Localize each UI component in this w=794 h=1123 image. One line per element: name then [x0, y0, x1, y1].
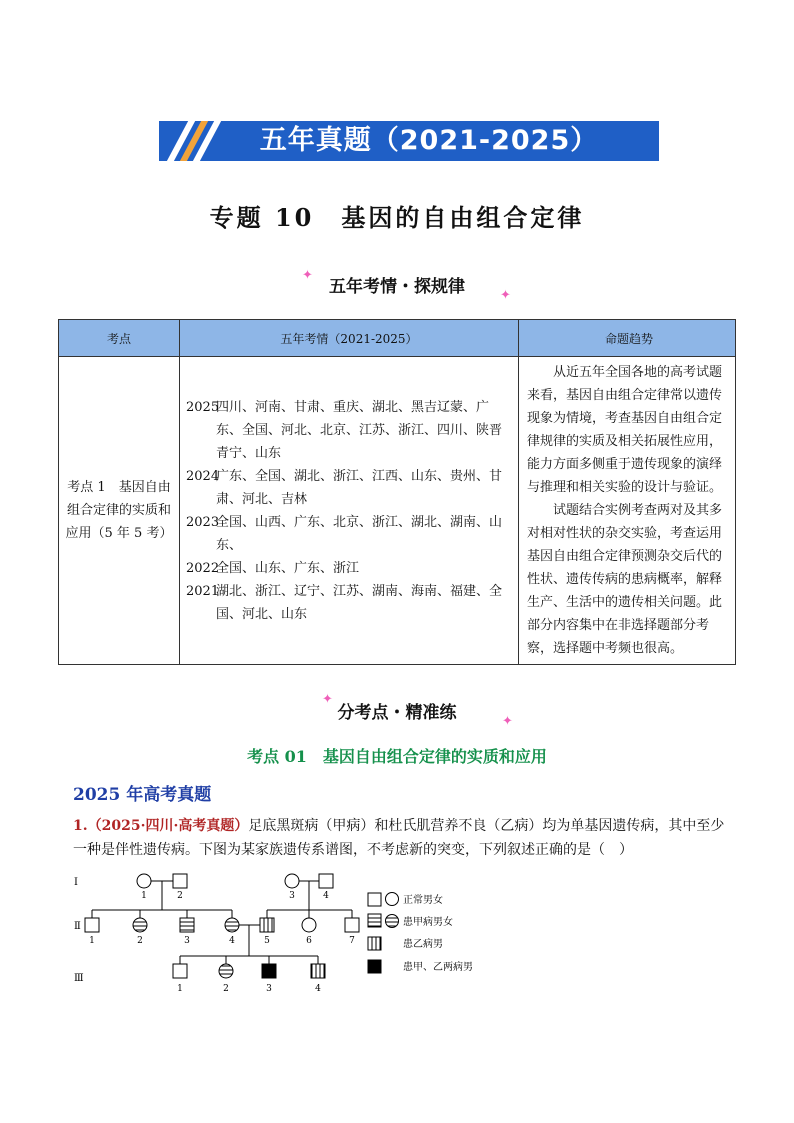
individual-number: 3	[289, 891, 295, 901]
year-entry: 2021 湖北、浙江、辽宁、江苏、湖南、海南、福建、全国、河北、山东	[186, 583, 503, 622]
individual-number: 7	[349, 936, 355, 946]
kaodian-title: 考点 01 基因自由组合定律的实质和应用	[247, 747, 547, 766]
individual-number: 6	[306, 936, 312, 946]
topic-title: 专题 10 基因的自由组合定律	[209, 203, 585, 232]
individual-number: 4	[323, 891, 329, 901]
generation-label: Ⅰ	[74, 877, 78, 888]
trend-cell	[519, 357, 736, 665]
section-heading-exam-trends: 五年考情・探规律	[0, 272, 794, 297]
legend-female-normal	[386, 893, 399, 906]
male-normal	[345, 918, 359, 932]
individual-number: 4	[229, 936, 235, 946]
male-normal	[85, 918, 99, 932]
individual-number: 3	[266, 984, 272, 994]
year-title: 2025 年高考真题	[73, 785, 212, 805]
table-header-row	[59, 320, 736, 357]
male-affected-a	[180, 918, 194, 932]
female-affected-a	[219, 964, 233, 978]
male-affected-b	[311, 964, 325, 978]
male-affected-ab	[262, 964, 276, 978]
female-affected-a	[225, 918, 239, 932]
column-header: 命题趋势	[519, 320, 736, 357]
male-normal	[173, 964, 187, 978]
trend-paragraph: 从近五年全国各地的高考试题来看，基因自由组合定律常以遗传现象为情境，考查基因自由组合定律规律的实质及相关拓展性应用，能力方面多侧重于遗传现象的演绎与推理和相关实验的设计与验证。	[527, 365, 723, 495]
male-normal	[173, 874, 187, 888]
kaodian-cell: 考点 1 基因自由组合定律的实质和应用（5 年 5 考）	[59, 357, 180, 665]
legend-label: 患甲病男女	[403, 917, 453, 928]
male-normal	[319, 874, 333, 888]
year-entry: 2025 四川、河南、甘肃、重庆、湖北、黑吉辽蒙、广东、全国、河北、北京、江苏、浙江、四川、陕晋青宁、山东	[186, 399, 503, 461]
female-normal	[137, 874, 151, 888]
sparkle-icon: ✦	[322, 692, 333, 707]
question-source: （2025·四川·高考真题）	[87, 818, 249, 834]
generation-label: Ⅲ	[74, 973, 84, 984]
individual-number: 2	[223, 984, 229, 994]
individual-number: 1	[89, 936, 95, 946]
legend-male-normal	[368, 893, 381, 906]
year-entry: 2024 广东、全国、湖北、浙江、江西、山东、贵州、甘肃、河北、吉林	[186, 468, 503, 507]
legend-label: 正常男女	[403, 895, 443, 906]
female-normal	[302, 918, 316, 932]
individual-number: 1	[177, 984, 183, 994]
legend-label: 患甲、乙两病男	[403, 962, 473, 973]
question-number: 1.	[73, 818, 88, 834]
year-entry: 2022 全国、山东、广东、浙江	[186, 560, 360, 576]
individual-number: 4	[315, 984, 321, 994]
female-affected-a	[133, 918, 147, 932]
column-header: 考点	[59, 320, 180, 357]
year-entry: 2023 全国、山西、广东、北京、浙江、湖北、湖南、山东、	[186, 514, 503, 553]
pedigree-chart	[70, 868, 530, 998]
section-heading-practice: 分考点・精准练	[0, 698, 794, 723]
individual-number: 2	[137, 936, 143, 946]
legend-male-b	[368, 937, 381, 950]
legend-female-a	[386, 915, 399, 928]
question-text: 足底黑斑病（甲病）和杜氏肌营养不良（乙病）均为单基因遗传病，其中至少一种是伴性遗传病。下图为某家族遗传系谱图，不考虑新的突变，下列叙述正确的是（ ）	[73, 818, 725, 858]
years-cell	[180, 357, 519, 665]
exam-trend-table	[58, 319, 736, 665]
generation-label: Ⅱ	[74, 921, 81, 932]
male-affected-b	[260, 918, 274, 932]
column-header: 五年考情（2021-2025）	[180, 320, 519, 357]
title-banner	[159, 121, 659, 161]
sparkle-icon: ✦	[302, 268, 313, 283]
legend-male-ab	[368, 960, 381, 973]
female-normal	[285, 874, 299, 888]
individual-number: 3	[184, 936, 190, 946]
banner-title: 五年真题（2021-2025）	[259, 125, 599, 156]
question-1	[73, 814, 733, 862]
individual-number: 5	[264, 936, 270, 946]
individual-number: 2	[177, 891, 183, 901]
table-row	[59, 357, 736, 665]
sparkle-icon: ✦	[500, 288, 511, 303]
sparkle-icon: ✦	[502, 714, 513, 729]
trend-paragraph: 试题结合实例考查两对及其多对相对性状的杂交实验，考查运用基因自由组合定律预测杂交后代的性状、遗传传病的患病概率，解释生产、生活中的遗传相关问题。此部分内容集中在非选择题部分考察，选择题中考频也很高。	[527, 503, 723, 656]
legend-label: 患乙病男	[403, 939, 443, 950]
individual-number: 1	[141, 891, 147, 901]
legend-male-a	[368, 914, 381, 927]
